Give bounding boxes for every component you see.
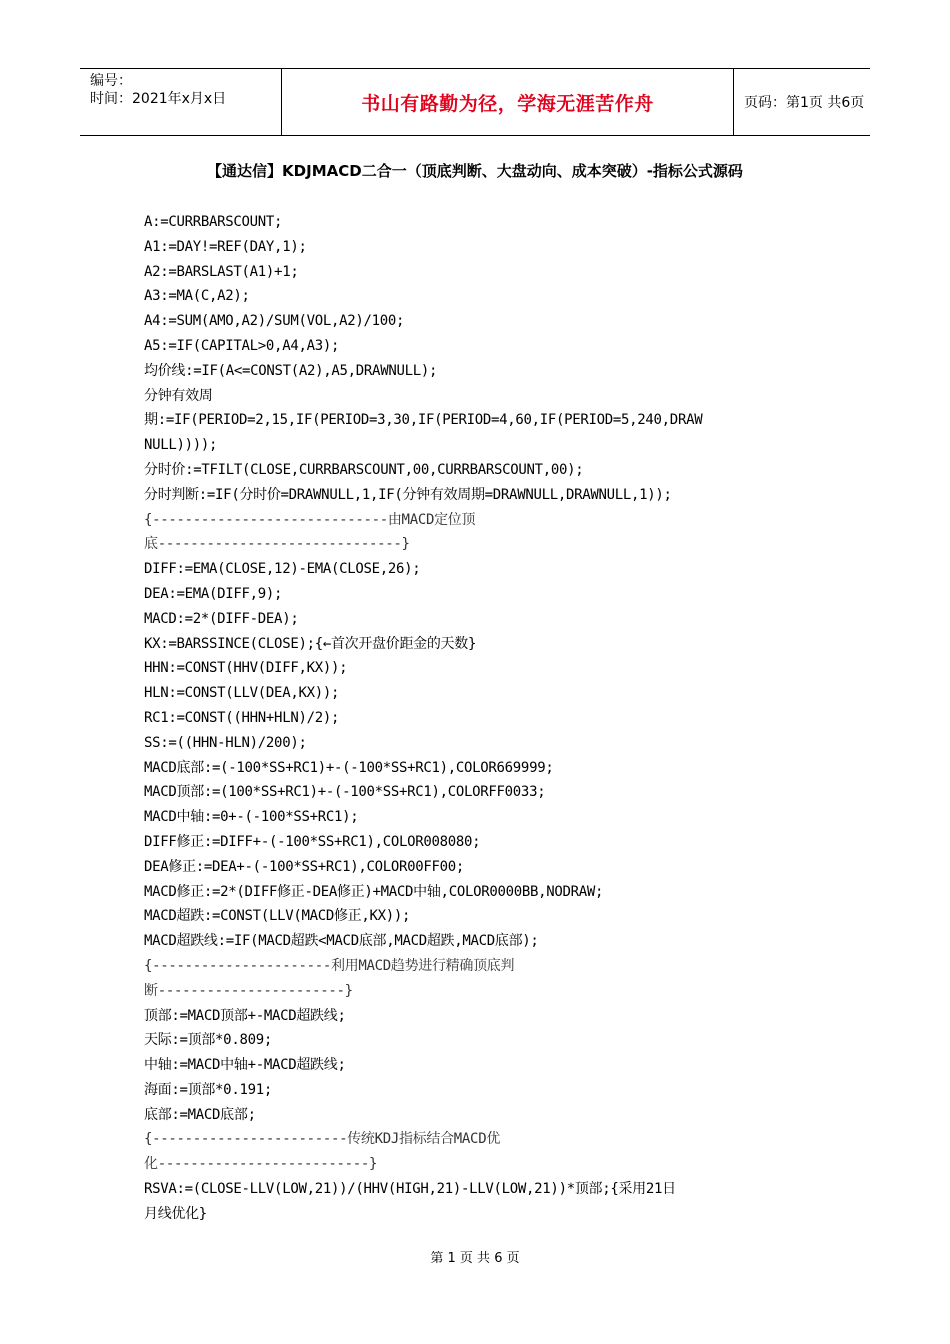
document-number-label: 编号： xyxy=(90,73,132,89)
code-line: MACD超跌线:=IF(MACD超跌<MACD底部,MACD超跌,MACD底部); xyxy=(144,933,539,950)
code-line: 分时价:=TFILT(CLOSE,CURRBARSCOUNT,00,CURRBARSCOUNT,00); xyxy=(144,461,584,478)
code-line: DIFF修正:=DIFF+-(-100*SS+RC1),COLOR008080; xyxy=(144,833,481,850)
formula-source-code xyxy=(144,210,814,1227)
code-line: DIFF:=EMA(CLOSE,12)-EMA(CLOSE,26); xyxy=(144,561,421,578)
code-line: A2:=BARSLAST(A1)+1; xyxy=(144,263,299,280)
code-line: 断-----------------------} xyxy=(144,982,353,999)
code-line: A3:=MA(C,A2); xyxy=(144,288,250,305)
code-line: DEA:=EMA(DIFF,9); xyxy=(144,585,283,602)
code-line: 顶部:=MACD顶部+-MACD超跌线; xyxy=(144,1007,346,1024)
code-line: HLN:=CONST(LLV(DEA,KX)); xyxy=(144,685,340,702)
document-date: 时间：2021年x月x日 xyxy=(90,91,227,107)
code-line: MACD:=2*(DIFF-DEA); xyxy=(144,610,299,627)
code-line: MACD底部:=(-100*SS+RC1)+-(-100*SS+RC1),COLOR669999; xyxy=(144,759,554,776)
header-page-info: 页码：第1页 共6页 xyxy=(744,95,865,111)
code-line: SS:=((HHN-HLN)/200); xyxy=(144,734,307,751)
code-line: RSVA:=(CLOSE-LLV(LOW,21))/(HHV(HIGH,21)-LLV(LOW,21))*顶部;{采用21日 xyxy=(144,1181,676,1198)
header-motto-cell xyxy=(282,69,734,135)
code-line: A4:=SUM(AMO,A2)/SUM(VOL,A2)/100; xyxy=(144,313,405,330)
code-line: A5:=IF(CAPITAL>0,A4,A3); xyxy=(144,337,340,354)
code-line: 均价线:=IF(A<=CONST(A2),A5,DRAWNULL); xyxy=(144,362,438,379)
code-line: NULL)))); xyxy=(144,437,218,454)
code-line: A:=CURRBARSCOUNT; xyxy=(144,214,283,230)
code-line: HHN:=CONST(HHV(DIFF,KX)); xyxy=(144,660,348,677)
header-meta xyxy=(80,69,282,135)
page-header xyxy=(80,68,870,136)
code-line: RC1:=CONST((HHN+HLN)/2); xyxy=(144,709,340,726)
code-line: 期:=IF(PERIOD=2,15,IF(PERIOD=3,30,IF(PERIOD=4,60,IF(PERIOD=5,240,DRAW xyxy=(144,412,703,429)
page-footer: 第 1 页 共 6 页 xyxy=(430,1251,520,1266)
code-line: 分钟有效周 xyxy=(144,387,213,404)
code-line: 分时判断:=IF(分时价=DRAWNULL,1,IF(分钟有效周期=DRAWNULL,DRAWNULL,1)); xyxy=(144,486,672,503)
code-line: MACD超跌:=CONST(LLV(MACD修正,KX)); xyxy=(144,908,411,925)
code-line: A1:=DAY!=REF(DAY,1); xyxy=(144,238,307,255)
code-line: 中轴:=MACD中轴+-MACD超跌线; xyxy=(144,1057,346,1074)
document-title: 【通达信】KDJMACD二合一（顶底判断、大盘动向、成本突破）-指标公式源码 xyxy=(207,162,743,180)
code-line: {------------------------传统KDJ指标结合MACD优 xyxy=(144,1131,501,1148)
code-line: {-----------------------------由MACD定位顶 xyxy=(144,511,476,528)
code-line: 月线优化} xyxy=(144,1205,207,1222)
motto-text: 书山有路勤为径，学海无涯苦作舟 xyxy=(361,92,654,115)
code-line: DEA修正:=DEA+-(-100*SS+RC1),COLOR00FF00; xyxy=(144,858,465,875)
header-page-cell xyxy=(734,69,870,135)
code-line: 化--------------------------} xyxy=(144,1156,378,1173)
code-line: MACD顶部:=(100*SS+RC1)+-(-100*SS+RC1),COLORFF0033; xyxy=(144,784,546,801)
code-line: MACD中轴:=0+-(-100*SS+RC1); xyxy=(144,809,359,826)
code-line: {----------------------利用MACD趋势进行精确顶底判 xyxy=(144,957,515,974)
code-line: 天际:=顶部*0.809; xyxy=(144,1032,272,1049)
code-line: 底------------------------------} xyxy=(144,536,410,553)
code-line: 底部:=MACD底部; xyxy=(144,1106,256,1123)
code-line: 海面:=顶部*0.191; xyxy=(144,1081,272,1098)
code-line: KX:=BARSSINCE(CLOSE);{←首次开盘价距金的天数} xyxy=(144,635,477,652)
code-line: MACD修正:=2*(DIFF修正-DEA修正)+MACD中轴,COLOR0000BB,NODRAW; xyxy=(144,883,604,900)
